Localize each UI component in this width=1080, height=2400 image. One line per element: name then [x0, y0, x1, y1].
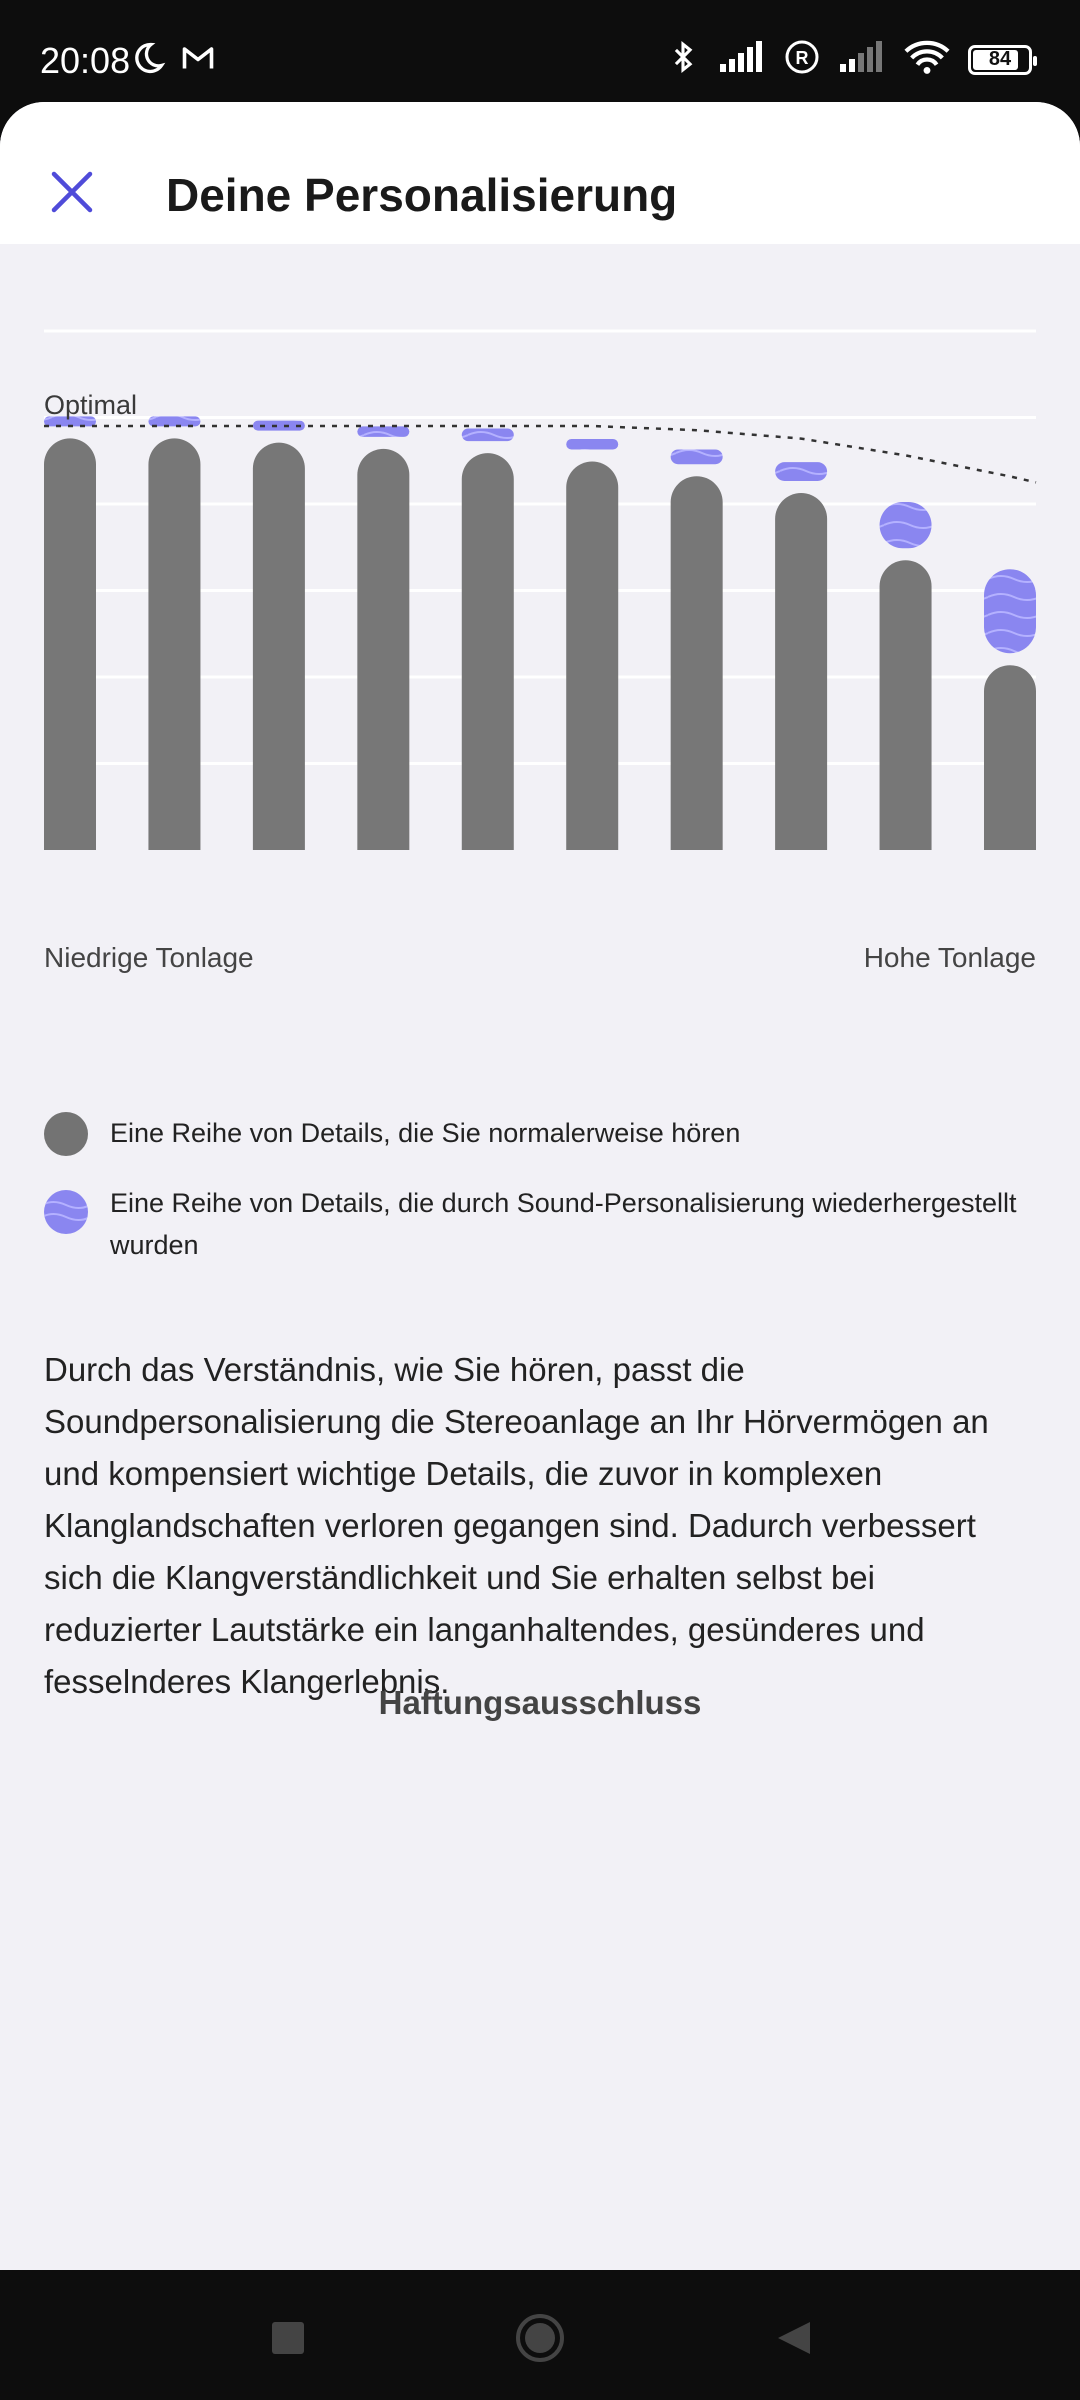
chart-legend: [44, 1112, 1064, 1292]
bar-restored-6: [566, 439, 618, 450]
hearing-chart: [0, 282, 1080, 1082]
system-nav-bar: [0, 2270, 1080, 2400]
back-button[interactable]: [764, 2310, 824, 2370]
bar-restored-9: [880, 502, 932, 548]
optimal-label: Optimal: [44, 390, 138, 420]
sheet-header: [0, 102, 1080, 244]
bluetooth-icon: [666, 38, 700, 81]
bar-normal-6: [566, 462, 618, 851]
svg-text:R: R: [795, 48, 809, 68]
bar-restored-5: [462, 429, 514, 442]
bar-restored-4: [357, 426, 409, 437]
recents-icon: [270, 2320, 306, 2361]
legend-text-normal: Eine Reihe von Details, die Sie normalerweise hören: [110, 1118, 741, 1148]
status-time: 20:08: [40, 40, 131, 81]
bar-normal-5: [462, 453, 514, 850]
moon-icon: [130, 40, 166, 81]
wifi-icon: [904, 39, 950, 80]
back-icon: [774, 2318, 814, 2363]
x-axis-label-high: Hohe Tonlage: [863, 942, 1036, 973]
bar-normal-8: [775, 493, 827, 850]
legend-swatch-gray: [44, 1112, 88, 1156]
home-icon: [513, 2311, 567, 2370]
bar-normal-9: [880, 560, 932, 850]
legend-item-restored: [44, 1182, 1064, 1266]
close-icon: [50, 170, 94, 219]
hearing-chart-svg: [0, 282, 1080, 942]
status-bar: [0, 0, 1080, 102]
gmail-icon: [180, 40, 216, 81]
bar-restored-7: [671, 450, 723, 465]
legend-item-normal: [44, 1112, 1064, 1156]
description-text: Durch das Verständnis, wie Sie hören, passt die Soundpersonalisierung die Stereoanlage an Ihr Hörvermögen an und kompensiert wichtige Details, die zuvor in komplexen Klanglandschaften verloren gegangen sind. Dadurch verbessert sich die Klangverständlichkeit und Sie erhalten selbst bei reduzierter Lautstärke ein langanhaltendes, gesünderes und fesselnderes Klangerlebnis.: [44, 1351, 989, 1700]
signal-icon: [718, 40, 766, 79]
roaming-icon: [784, 39, 820, 80]
battery-icon: [968, 45, 1032, 75]
page-title: Deine Personalisierung: [166, 169, 678, 221]
x-axis-label-low: Niedrige Tonlage: [44, 942, 254, 973]
bar-normal-10: [984, 665, 1036, 850]
legend-swatch-wave: [44, 1190, 88, 1234]
bar-normal-3: [253, 443, 305, 850]
disclaimer-link[interactable]: Haftungsausschluss: [378, 1684, 702, 1721]
personalization-sheet: [0, 102, 1080, 2270]
bar-normal-1: [44, 438, 96, 850]
bar-restored-8: [775, 462, 827, 481]
bar-normal-7: [671, 476, 723, 850]
battery-level: 84: [988, 48, 1012, 70]
home-button[interactable]: [510, 2310, 570, 2370]
signal-weak-icon: [838, 40, 886, 79]
bar-restored-10: [984, 569, 1036, 653]
legend-text-restored: Eine Reihe von Details, die durch Sound-Personalisierung wiederhergestellt wurden: [110, 1188, 1017, 1260]
bar-normal-4: [357, 449, 409, 850]
close-button[interactable]: [40, 162, 104, 226]
bar-normal-2: [148, 438, 200, 850]
recents-button[interactable]: [258, 2310, 318, 2370]
